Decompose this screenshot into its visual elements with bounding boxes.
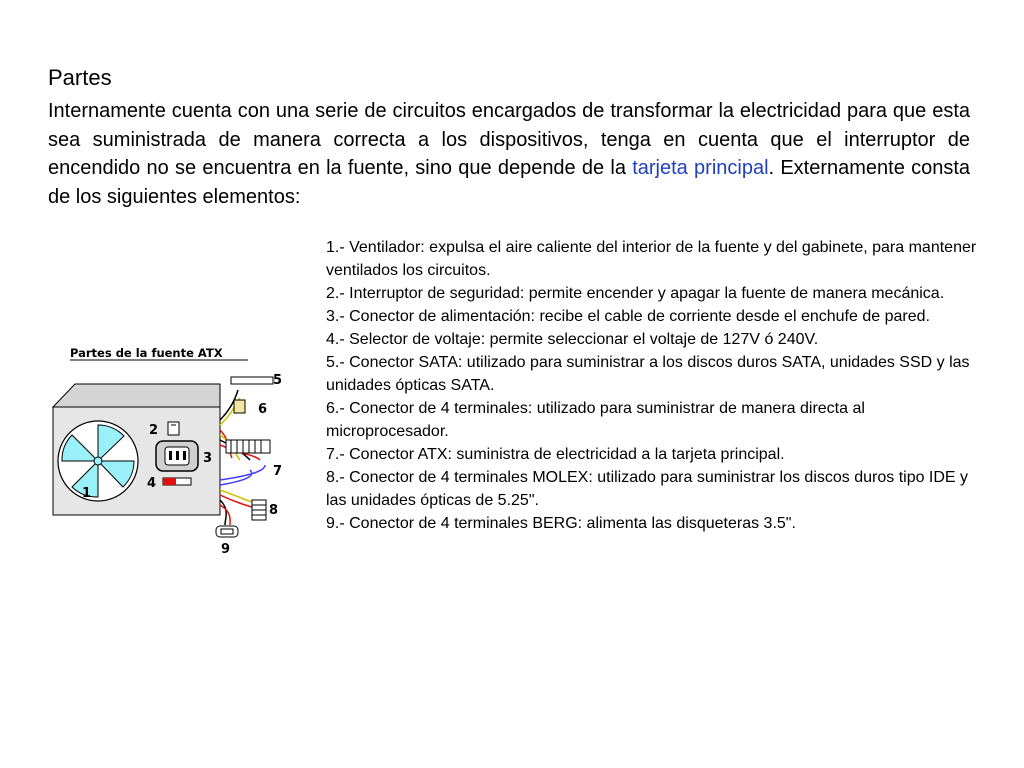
tarjeta-principal-link[interactable]: tarjeta principal <box>632 157 769 179</box>
list-item: 9.- Conector de 4 terminales BERG: alimenta las disqueteras 3.5". <box>326 515 796 532</box>
fan-icon <box>58 421 138 501</box>
list-item: 7.- Conector ATX: suministra de electricidad a la tarjeta principal. <box>326 446 785 463</box>
intro-text-before: Internamente cuenta con una serie de circuitos encargados de transformar la electricidad para que esta sea suministrada de manera correcta a los dispositivos, tenga en cuenta que el interruptor de encendido no se encuentra en la fuente, sino que depende de la <box>48 100 970 179</box>
atx-psu-diagram <box>50 340 300 560</box>
label-3: 3 <box>203 451 213 466</box>
switch-icon <box>168 422 179 435</box>
list-item: 5.- Conector SATA: utilizado para suministrar a los discos duros SATA, unidades SSD y las unidades ópticas SATA. <box>326 354 970 394</box>
list-item: 2.- Interruptor de seguridad: permite encender y apagar la fuente de manera mecánica. <box>326 285 945 302</box>
label-2: 2 <box>149 423 159 438</box>
label-6: 6 <box>258 402 268 417</box>
molex-connector-icon <box>252 500 266 520</box>
list-item: 8.- Conector de 4 terminales MOLEX: utilizado para suministrar los discos duros tipo IDE y las unidades ópticas de 5.25". <box>326 469 969 509</box>
cpu-4pin-connector-icon <box>234 400 245 413</box>
label-9: 9 <box>221 542 231 557</box>
label-1: 1 <box>82 486 92 501</box>
diagram-title: Partes de la fuente ATX <box>70 346 223 360</box>
list-item: 3.- Conector de alimentación: recibe el cable de corriente desde el enchufe de pared. <box>326 308 930 325</box>
intro-paragraph <box>48 97 970 211</box>
label-8: 8 <box>269 503 279 518</box>
intro-text-after: . Externamente consta de los siguientes elementos: <box>48 157 971 208</box>
parts-list <box>326 236 991 535</box>
voltage-selector-red <box>163 478 176 485</box>
label-7: 7 <box>273 464 283 479</box>
label-4: 4 <box>147 476 157 491</box>
berg-connector-icon <box>216 526 238 537</box>
atx-connector-icon <box>226 440 270 453</box>
power-socket-icon <box>156 441 198 471</box>
list-item: 6.- Conector de 4 terminales: utilizado para suministrar de manera directa al microprocesador. <box>326 400 865 440</box>
sata-connector-icon <box>231 377 273 384</box>
label-5: 5 <box>273 373 283 388</box>
list-item: 4.- Selector de voltaje: permite seleccionar el voltaje de 127V ó 240V. <box>326 331 819 348</box>
page-title: Partes <box>48 65 112 90</box>
list-item: 1.- Ventilador: expulsa el aire caliente del interior de la fuente y del gabinete, para mantener ventilados los circuitos. <box>326 239 977 279</box>
psu-top-face <box>53 384 220 407</box>
